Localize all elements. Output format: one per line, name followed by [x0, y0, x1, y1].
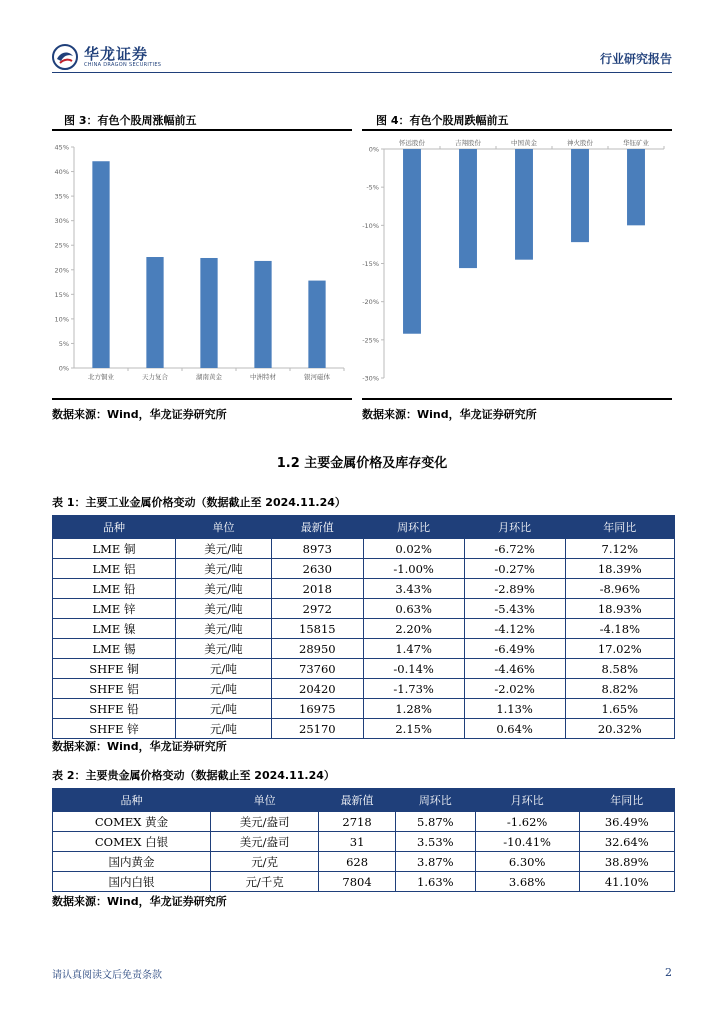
figure-4-title: 图 4：有色个股周跌幅前五 [376, 114, 509, 127]
table-cell: 7.12% [565, 539, 674, 559]
y-tick-label: 20% [54, 266, 69, 275]
table-cell: 20420 [271, 679, 363, 699]
y-tick-label: -20% [362, 298, 379, 307]
table-cell: 20.32% [565, 719, 674, 739]
table-cell: 73760 [271, 659, 363, 679]
table-cell: -1.62% [475, 812, 579, 832]
y-tick-label: 0% [368, 145, 379, 154]
table-cell: 628 [319, 852, 396, 872]
table-cell: 1.28% [363, 699, 464, 719]
figure-4-bottom-rule [362, 398, 672, 400]
table-cell: 6.30% [475, 852, 579, 872]
table-row [53, 719, 675, 739]
table-row [53, 599, 675, 619]
table-row [53, 832, 675, 852]
y-tick-label: -15% [362, 260, 379, 268]
table-cell: 1.65% [565, 699, 674, 719]
table-cell: 3.43% [363, 579, 464, 599]
figure-3-chart [52, 131, 352, 397]
bar [459, 149, 477, 268]
bar [627, 149, 645, 225]
column-header: 年同比 [579, 789, 675, 812]
table-cell: 38.89% [579, 852, 675, 872]
table-cell: 3.68% [475, 872, 579, 892]
column-header: 最新值 [319, 789, 396, 812]
column-header: 周环比 [363, 516, 464, 539]
bar [515, 149, 533, 260]
table-cell: 8.82% [565, 679, 674, 699]
table-2-title: 表 2：主要贵金属价格变动（数据截止至 2024.11.24） [52, 769, 335, 782]
table-cell: 16975 [271, 699, 363, 719]
table-cell: 1.47% [363, 639, 464, 659]
bar [308, 281, 325, 368]
bar [92, 161, 109, 368]
y-tick-label: 45% [54, 143, 69, 152]
table-row [53, 679, 675, 699]
y-tick-label: -10% [362, 221, 379, 230]
table-cell: 18.39% [565, 559, 674, 579]
gainers-bar-chart [52, 131, 352, 397]
column-header: 最新值 [271, 516, 363, 539]
table-cell: 元/吨 [175, 679, 271, 699]
table-cell: -4.18% [565, 619, 674, 639]
table-cell: -0.14% [363, 659, 464, 679]
table-cell: 元/吨 [175, 659, 271, 679]
y-tick-label: 0% [58, 364, 69, 373]
category-label: 中洲特材 [250, 373, 276, 381]
table-cell: 7804 [319, 872, 396, 892]
precious-metals-table [52, 788, 675, 892]
table-cell: 2.15% [363, 719, 464, 739]
table-row [53, 812, 675, 832]
table-cell: -0.27% [464, 559, 565, 579]
brand-name: 华龙证券 [84, 45, 149, 63]
figure-3-bottom-rule [52, 398, 352, 400]
table-header-row [53, 516, 675, 539]
table-cell: 美元/盎司 [211, 832, 319, 852]
table-cell: -5.43% [464, 599, 565, 619]
table-cell: 元/吨 [175, 719, 271, 739]
table-cell: 美元/吨 [175, 579, 271, 599]
table-cell: 2018 [271, 579, 363, 599]
table-cell: -4.46% [464, 659, 565, 679]
table-2-source: 数据来源：Wind，华龙证券研究所 [52, 895, 227, 908]
column-header: 年同比 [565, 516, 674, 539]
table-row [53, 639, 675, 659]
bar [146, 257, 163, 368]
table-cell: LME 铜 [53, 539, 176, 559]
table-cell: -1.00% [363, 559, 464, 579]
category-label: 神火股份 [567, 139, 593, 147]
category-label: 中国黄金 [511, 139, 537, 147]
figure-3-title: 图 3：有色个股周涨幅前五 [64, 114, 197, 127]
table-cell: 28950 [271, 639, 363, 659]
table-cell: -6.49% [464, 639, 565, 659]
dragon-logo-icon [52, 44, 78, 70]
table-cell: 2972 [271, 599, 363, 619]
table-cell: 1.63% [395, 872, 475, 892]
table-row [53, 852, 675, 872]
table-row [53, 539, 675, 559]
category-label: 银河磁体 [304, 373, 330, 381]
figure-3-source: 数据来源：Wind，华龙证券研究所 [52, 408, 227, 421]
table-row [53, 619, 675, 639]
table-row [53, 872, 675, 892]
table-cell: -8.96% [565, 579, 674, 599]
column-header: 品种 [53, 516, 176, 539]
bar [571, 149, 589, 242]
table-cell: 0.63% [363, 599, 464, 619]
table-cell: 2.20% [363, 619, 464, 639]
table-cell: 5.87% [395, 812, 475, 832]
table-cell: 25170 [271, 719, 363, 739]
table-1-source: 数据来源：Wind，华龙证券研究所 [52, 740, 227, 753]
y-tick-label: 40% [54, 168, 69, 177]
table-cell: 美元/吨 [175, 619, 271, 639]
table-cell: -1.73% [363, 679, 464, 699]
table-cell: SHFE 铜 [53, 659, 176, 679]
table-cell: 美元/盎司 [211, 812, 319, 832]
bar [254, 261, 271, 368]
table-row [53, 559, 675, 579]
table-cell: 国内白银 [53, 872, 211, 892]
y-tick-label: 10% [54, 315, 69, 324]
table-cell: 2718 [319, 812, 396, 832]
industrial-metals-table [52, 515, 675, 739]
disclaimer-note: 请认真阅读文后免责条款 [52, 970, 162, 981]
column-header: 品种 [53, 789, 211, 812]
bar [200, 258, 217, 368]
column-header: 月环比 [464, 516, 565, 539]
y-tick-label: 25% [54, 241, 69, 250]
table-header-row [53, 789, 675, 812]
table-cell: 国内黄金 [53, 852, 211, 872]
category-label: 湖南黄金 [196, 373, 222, 381]
y-tick-label: 35% [54, 192, 69, 201]
table-row [53, 699, 675, 719]
table-cell: 36.49% [579, 812, 675, 832]
table-cell: COMEX 白银 [53, 832, 211, 852]
company-logo [52, 42, 161, 72]
table-1-title: 表 1：主要工业金属价格变动（数据截止至 2024.11.24） [52, 496, 346, 509]
table-cell: 8.58% [565, 659, 674, 679]
table-cell: 美元/吨 [175, 559, 271, 579]
table-cell: LME 铝 [53, 559, 176, 579]
column-header: 单位 [175, 516, 271, 539]
table-row [53, 659, 675, 679]
table-cell: 3.87% [395, 852, 475, 872]
page-header [52, 42, 672, 73]
table-cell: -2.89% [464, 579, 565, 599]
y-tick-label: -30% [362, 374, 379, 383]
column-header: 单位 [211, 789, 319, 812]
table-cell: 元/吨 [175, 699, 271, 719]
table-cell: LME 镍 [53, 619, 176, 639]
category-label: 吉翔股份 [455, 139, 481, 147]
y-tick-label: -25% [362, 336, 379, 345]
table-cell: 元/千克 [211, 872, 319, 892]
column-header: 月环比 [475, 789, 579, 812]
table-cell: SHFE 锌 [53, 719, 176, 739]
category-label: 怀远股份 [399, 139, 425, 147]
table-cell: 17.02% [565, 639, 674, 659]
table-cell: 15815 [271, 619, 363, 639]
table-cell: 3.53% [395, 832, 475, 852]
table-cell: -10.41% [475, 832, 579, 852]
page-number: 2 [665, 966, 672, 979]
table-cell: 2630 [271, 559, 363, 579]
table-cell: 0.64% [464, 719, 565, 739]
figure-4-chart [362, 131, 672, 397]
table-cell: SHFE 铅 [53, 699, 176, 719]
table-cell: 1.13% [464, 699, 565, 719]
table-cell: 18.93% [565, 599, 674, 619]
column-header: 周环比 [395, 789, 475, 812]
category-label: 北方铜业 [88, 373, 114, 381]
table-cell: 32.64% [579, 832, 675, 852]
y-tick-label: 5% [58, 339, 69, 348]
table-cell: 8973 [271, 539, 363, 559]
y-tick-label: 30% [54, 217, 69, 226]
table-cell: 美元/吨 [175, 539, 271, 559]
table-cell: 0.02% [363, 539, 464, 559]
brand-name-en: CHINA DRAGON SECURITIES [84, 62, 162, 68]
table-cell: 41.10% [579, 872, 675, 892]
table-cell: 31 [319, 832, 396, 852]
report-type: 行业研究报告 [599, 52, 672, 66]
figure-4-source: 数据来源：Wind，华龙证券研究所 [362, 408, 537, 421]
table-cell: COMEX 黄金 [53, 812, 211, 832]
table-cell: -6.72% [464, 539, 565, 559]
category-label: 华钰矿业 [623, 139, 649, 147]
y-tick-label: 15% [54, 290, 69, 299]
table-cell: 美元/吨 [175, 599, 271, 619]
losers-bar-chart [362, 131, 672, 397]
table-row [53, 579, 675, 599]
bar [403, 149, 421, 334]
table-cell: -4.12% [464, 619, 565, 639]
table-cell: LME 锌 [53, 599, 176, 619]
table-cell: LME 锡 [53, 639, 176, 659]
table-cell: SHFE 铝 [53, 679, 176, 699]
table-cell: -2.02% [464, 679, 565, 699]
table-cell: 元/克 [211, 852, 319, 872]
table-cell: LME 铅 [53, 579, 176, 599]
y-tick-label: -5% [366, 183, 379, 192]
section-title: 1.2 主要金属价格及库存变化 [276, 456, 448, 471]
category-label: 天力复合 [142, 373, 168, 381]
table-cell: 美元/吨 [175, 639, 271, 659]
